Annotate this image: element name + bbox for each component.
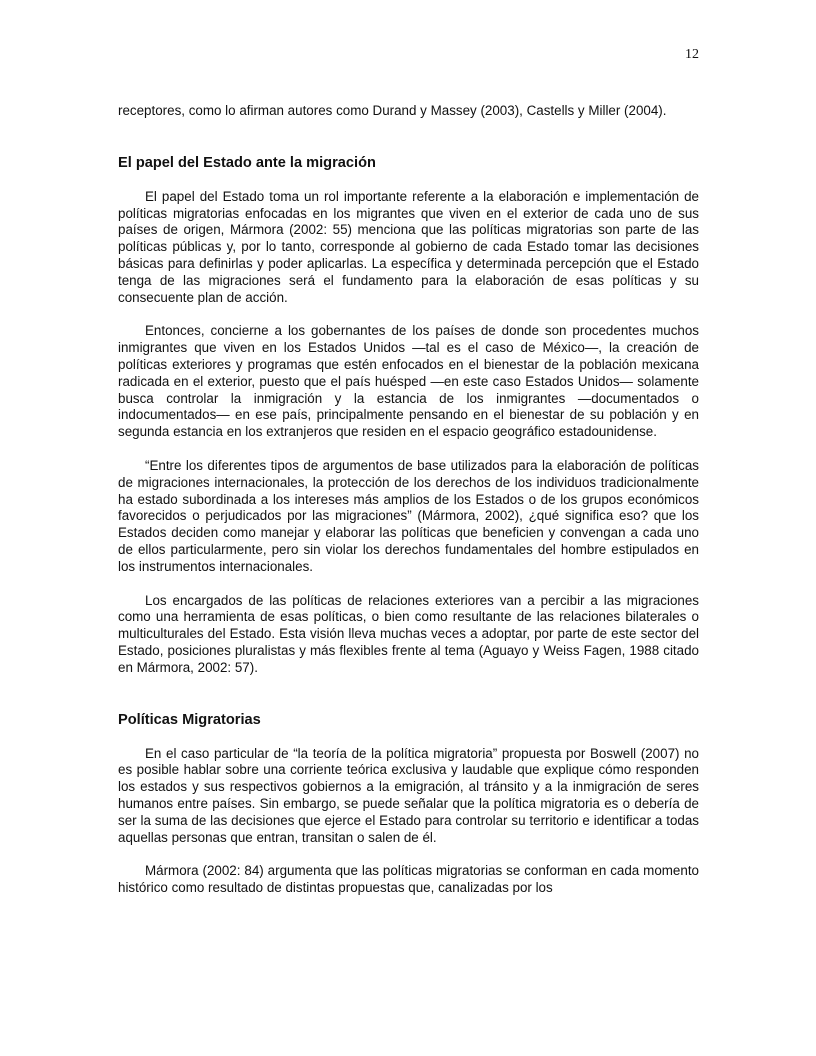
paragraph: “Entre los diferentes tipos de argumentos de base utilizados para la elaboración de políticas de migraciones internacionales, la protección de los derechos de los individuos tradicionalmente ha estado subordinada a los intereses más amplios de los Estados o de los grupos económicos favorecidos o perjudicados por las migraciones” (Mármora, 2002), ¿qué significa eso? que los Estados deciden como manejar y elaborar las políticas que beneficien y convengan a cada uno de ellos particularmente, pero sin violar los derechos fundamentales del hombre estipulados en los instrumentos internacionales.: [118, 457, 699, 574]
paragraph: Mármora (2002: 84) argumenta que las políticas migratorias se conforman en cada momento histórico como resultado de distintas propuestas que, canalizadas por los: [118, 863, 699, 896]
paragraph: El papel del Estado toma un rol importante referente a la elaboración e implementación de políticas migratorias enfocadas en los migrantes que viven en el exterior de cada uno de sus países de origen, Mármora (2002: 55) menciona que las políticas migratorias son parte de las políticas públicas y, por lo tanto, corresponde al gobierno de cada Estado tomar las decisiones básicas para definirlas y poder aplicarlas. La específica y determinada percepción que el Estado tenga de las migraciones será el fundamento para la elaboración de esas políticas y su consecuente plan de acción.: [118, 188, 699, 305]
section-heading-politicas-migratorias: Políticas Migratorias: [118, 711, 261, 728]
section-heading-papel-estado: El papel del Estado ante la migración: [118, 154, 376, 171]
paragraph: Los encargados de las políticas de relaciones exteriores van a percibir a las migraciones como una herramienta de esas políticas, o bien como resultante de las relaciones bilaterales o multiculturales del Estado. Esta visión lleva muchas veces a adoptar, por parte de este sector del Estado, posiciones pluralistas y más flexibles frente al tema (Aguayo y Weiss Fagen, 1988 citado en Mármora, 2002: 57).: [118, 592, 699, 675]
paragraph: Entonces, concierne a los gobernantes de los países de donde son procedentes muchos inmigrantes que viven en los Estados Unidos —tal es el caso de México—, la creación de políticas exteriores y programas que estén enfocados en el bienestar de la población mexicana radicada en el exterior, puesto que el país huésped —en este caso Estados Unidos— solamente busca controlar la inmigración y la estancia de los inmigrantes —documentados o indocumentados— en ese país, principalmente pensando en el bienestar de su población y en segunda estancia en los extranjeros que residen en el espacio geográfico estadounidense.: [118, 323, 699, 440]
page-number: 12: [685, 47, 699, 62]
paragraph: En el caso particular de “la teoría de la política migratoria” propuesta por Boswell (2007) no es posible hablar sobre una corriente teórica exclusiva y laudable que explique cómo responden los estados y sus respectivos gobiernos a la emigración, al tránsito y a la inmigración de seres humanos entre países. Sin embargo, se puede señalar que la política migratoria es o debería de ser la suma de las decisiones que ejerce el Estado para controlar su territorio e identificar a todas aquellas personas que entran, transitan o salen de él.: [118, 745, 699, 845]
intro-paragraph: receptores, como lo afirman autores como Durand y Massey (2003), Castells y Miller (2004).: [118, 103, 667, 118]
document-body: [118, 103, 699, 897]
